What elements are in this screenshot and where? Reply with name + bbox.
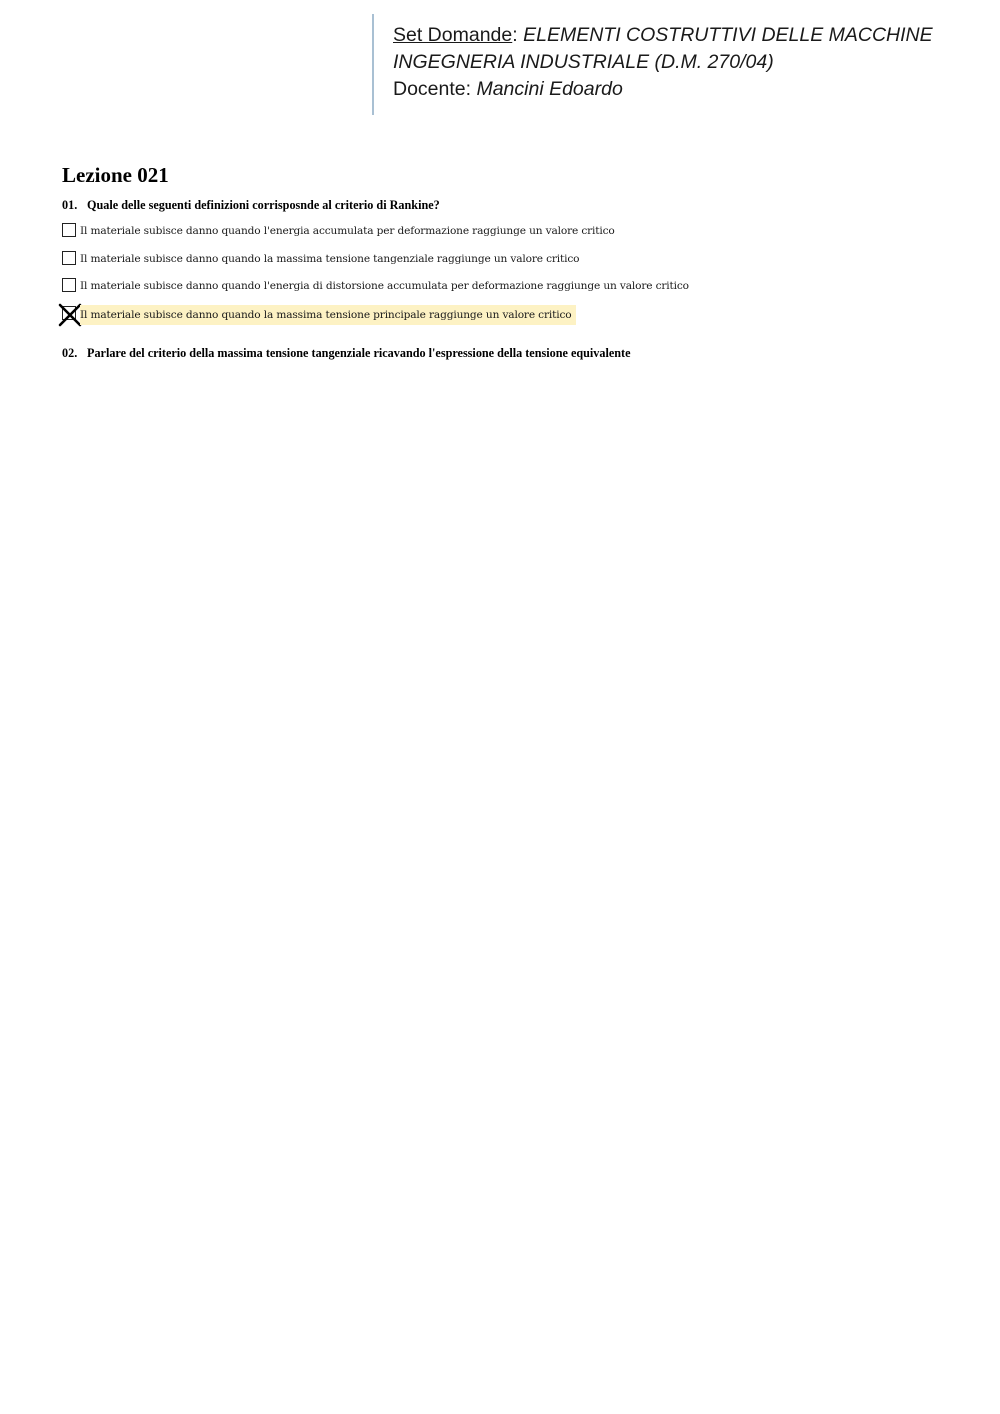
- teacher-row: [393, 76, 932, 103]
- answer-option-text: Il materiale subisce danno quando l'energia di distorsione accumulata per deformazione raggiunge un valore critico: [80, 280, 689, 292]
- answer-option-text: Il materiale subisce danno quando l'energia accumulata per deformazione raggiunge un valore critico: [80, 225, 615, 237]
- teacher-name: Mancini Edoardo: [476, 78, 623, 100]
- cross-mark-icon: [58, 303, 82, 327]
- checkbox-unchecked[interactable]: [62, 223, 76, 237]
- top-margin-mark: [486, 0, 512, 3]
- set-label: Set Domande: [393, 24, 513, 46]
- checkbox-unchecked[interactable]: [62, 278, 76, 292]
- question-text: Parlare del criterio della massima tensione tangenziale ricavando l'espressione della tensione equivalente: [87, 346, 631, 360]
- question-number: 01.: [62, 198, 78, 212]
- set-separator: :: [512, 24, 524, 46]
- question-number: 02.: [62, 346, 78, 360]
- question-text: Quale delle seguenti definizioni corrisposnde al criterio di Rankine?: [87, 198, 440, 212]
- course-title-line2: INGEGNERIA INDUSTRIALE (D.M. 270/04): [393, 51, 774, 73]
- teacher-label: Docente:: [393, 78, 477, 100]
- course-title-line2-row: [393, 49, 932, 76]
- lesson-title: Lezione 021: [62, 163, 169, 187]
- checkbox-unchecked[interactable]: [62, 251, 76, 265]
- question-01: [62, 197, 440, 213]
- answer-option-text: Il materiale subisce danno quando la massima tensione tangenziale raggiunge un valore critico: [80, 253, 580, 265]
- checkbox-checked[interactable]: [62, 306, 76, 320]
- answer-option-text-highlighted: Il materiale subisce danno quando la massima tensione principale raggiunge un valore critico: [80, 305, 576, 325]
- course-title-line1: ELEMENTI COSTRUTTIVI DELLE MACCHINE: [523, 24, 933, 46]
- document-header: [372, 14, 932, 115]
- question-02: [62, 345, 631, 361]
- course-title-line1-row: [393, 22, 932, 49]
